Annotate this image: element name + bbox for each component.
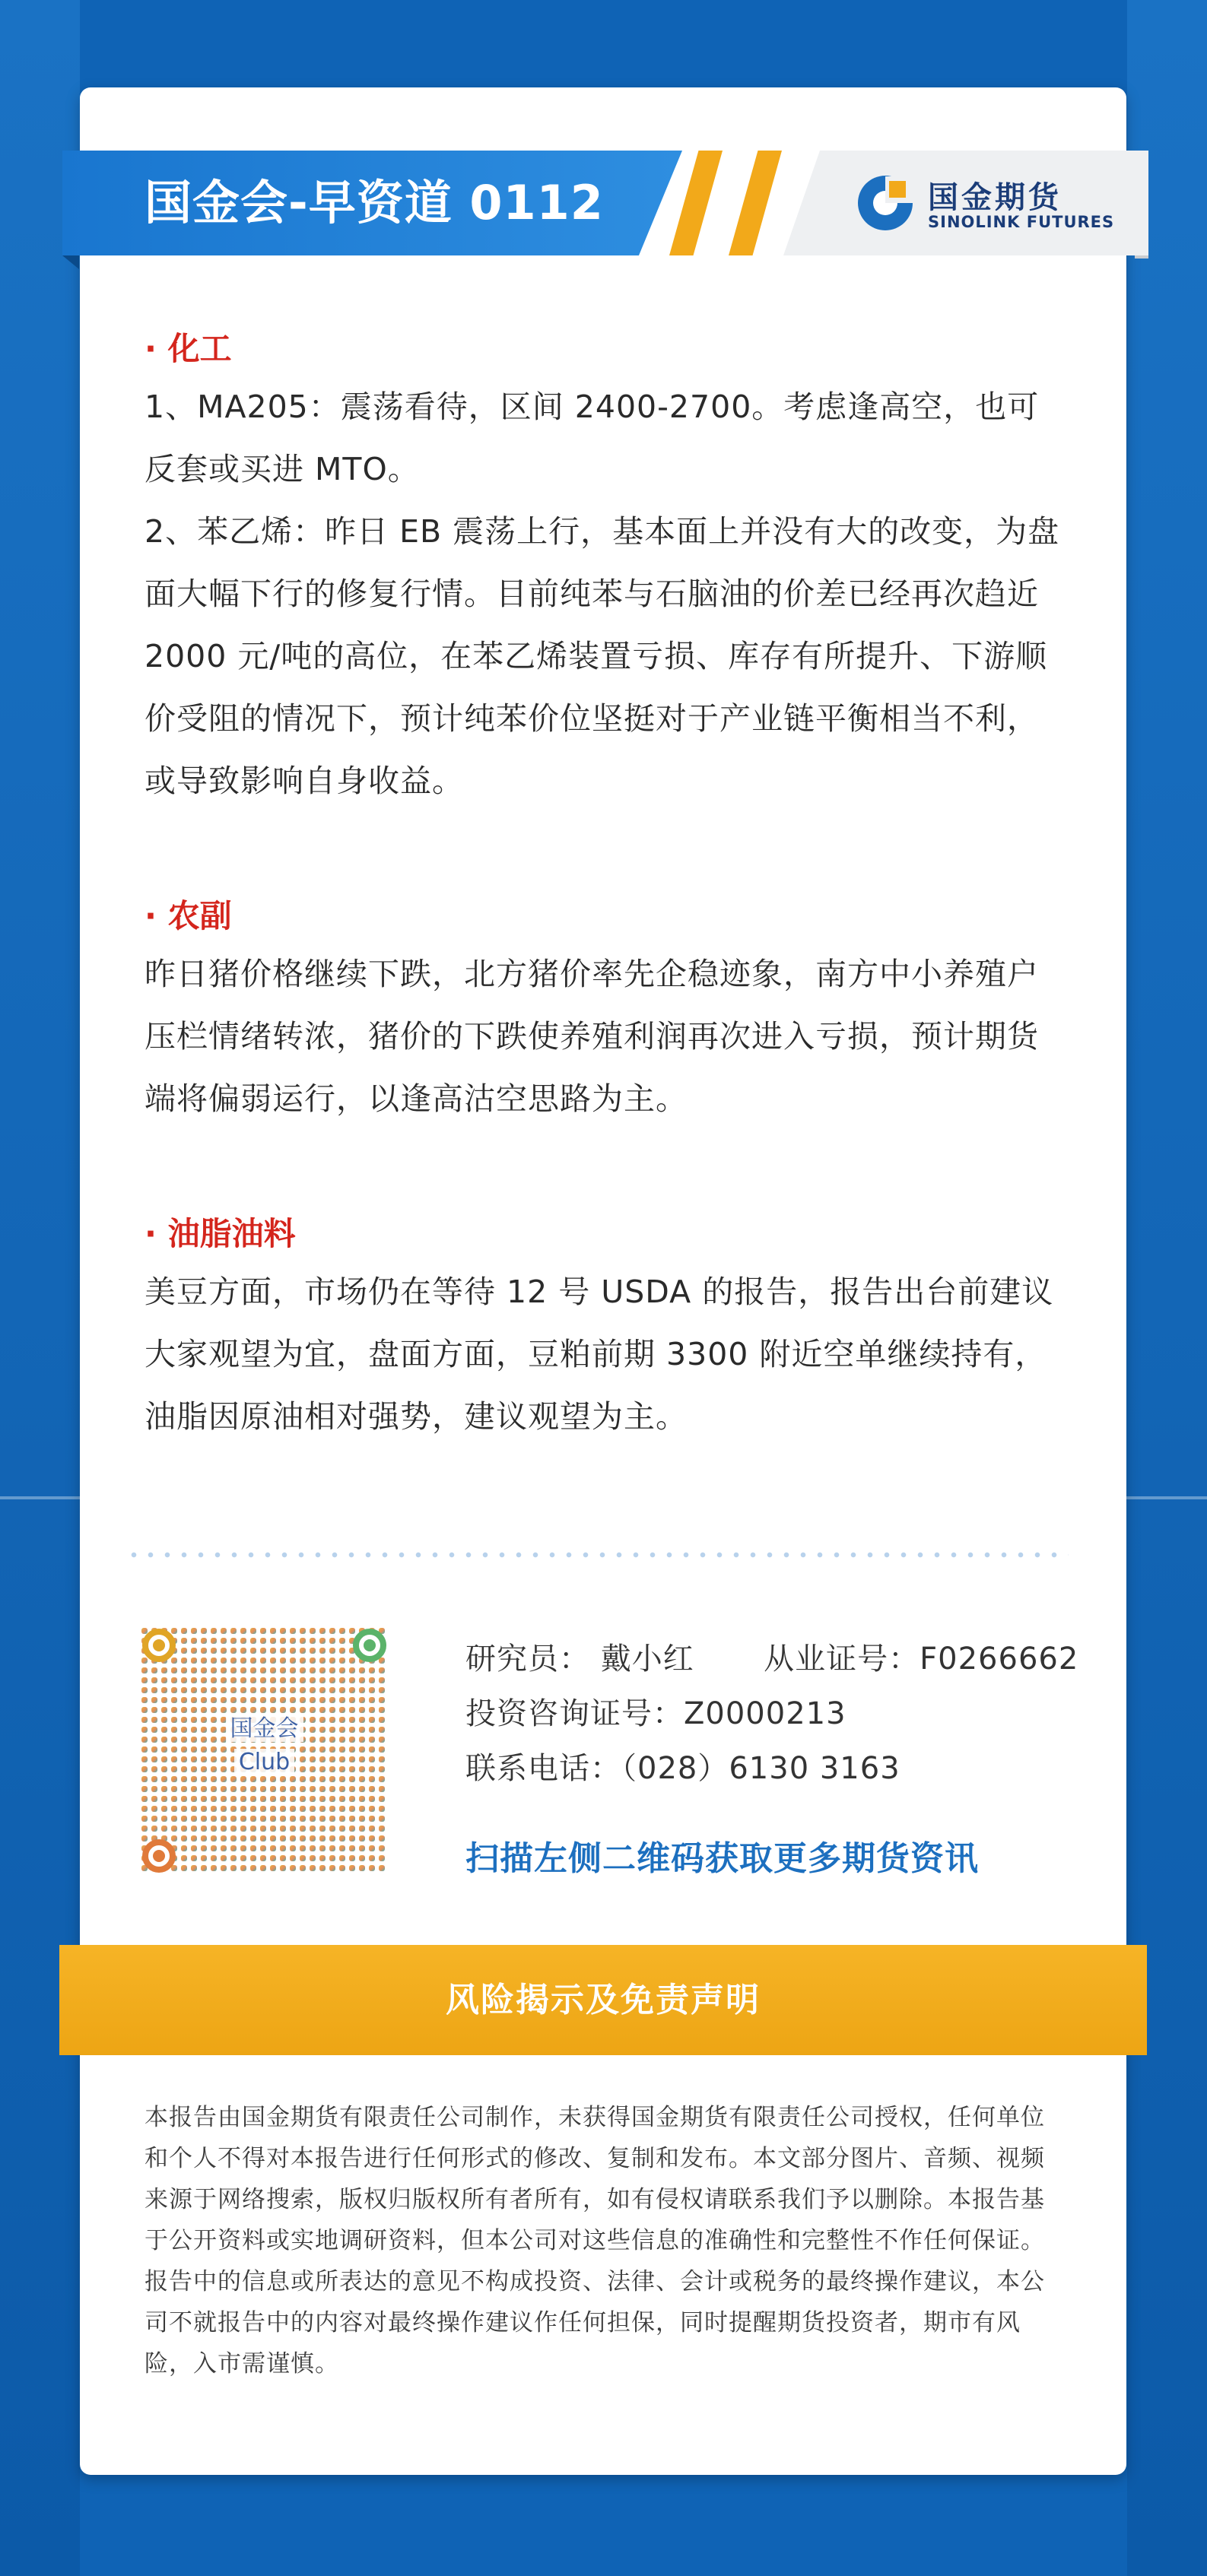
background-left bbox=[0, 0, 80, 2576]
qr-label-line2: Club bbox=[234, 1749, 294, 1775]
scan-tip: 扫描左侧二维码获取更多期货资讯 bbox=[465, 1839, 979, 1878]
page-title: 国金会-早资道 0112 bbox=[145, 175, 604, 230]
logo-text-cn: 国金期货 bbox=[928, 180, 1062, 215]
background-right bbox=[1127, 0, 1207, 2576]
contact-phone: 联系电话：（028）6130 3163 bbox=[465, 1751, 900, 1786]
section-paragraph: 2、苯乙烯：昨日 EB 震荡上行，基本面上并没有大的改变，为盘面大幅下行的修复行情。目前纯苯与石脑油的价差已经再次趋近 2000 元/吨的高位，在苯乙烯装置亏损、库存有所提升、下游顺价受阻的情况下，预计纯苯价位坚挺对于产业链平衡相当不利，或导致影响自身收益。 bbox=[145, 513, 1060, 799]
sinolink-logo-icon bbox=[856, 173, 915, 233]
section-title: · 化工 bbox=[145, 330, 232, 367]
section-oils bbox=[145, 1207, 1065, 1448]
risk-disclaimer-banner: 风险揭示及免责声明 bbox=[59, 1945, 1147, 2055]
consult-license: 投资咨询证号：Z0000213 bbox=[465, 1696, 846, 1731]
section-paragraph: 美豆方面，市场仍在等待 12 号 USDA 的报告，报告出台前建议大家观望为宜，盘面方面，豆粕前期 3300 附近空单继续持有，油脂因原油相对强势，建议观望为主。 bbox=[145, 1274, 1054, 1435]
researcher-line bbox=[465, 1635, 1078, 1678]
section-paragraph: 1、MA205：震荡看待，区间 2400-2700。考虑逢高空，也可反套或买进 MTO。 bbox=[145, 389, 1040, 487]
license-number: 从业证号：F0266662 bbox=[764, 1642, 1079, 1677]
qr-center-label bbox=[141, 1712, 388, 1779]
section-title: · 油脂油料 bbox=[145, 1215, 296, 1252]
logo-text-en: SINOLINK FUTURES bbox=[928, 213, 1115, 231]
section-chemical bbox=[145, 322, 1065, 812]
dotted-divider bbox=[125, 1552, 1069, 1558]
disclaimer-text: 本报告由国金期货有限责任公司制作，未获得国金期货有限责任公司授权，任何单位和个人不得对本报告进行任何形式的修改、复制和发布。本文部分图片、音频、视频来源于网络搜索，版权归版权所有者所有，如有侵权请联系我们予以删除。本报告基于公开资料或实地调研资料，但本公司对这些信息的准确性和完整性不作任何保证。报告中的信息或所表达的意见不构成投资、法律、会计或税务的最终操作建议，本公司不就报告中的内容对最终操作建议作任何担保，同时提醒期货投资者，期市有风险，入市需谨慎。 bbox=[145, 2104, 1045, 2378]
qr-label-line1: 国金会 bbox=[226, 1715, 303, 1742]
section-title: · 农副 bbox=[145, 897, 232, 934]
researcher-name: 研究员： 戴小红 bbox=[465, 1642, 694, 1677]
section-agricultural bbox=[145, 890, 1065, 1130]
section-paragraph: 昨日猪价格继续下跌，北方猪价率先企稳迹象，南方中小养殖户压栏情绪转浓，猪价的下跌使养殖利润再次进入亏损，预计期货端将偏弱运行，以逢高沽空思路为主。 bbox=[145, 956, 1039, 1117]
